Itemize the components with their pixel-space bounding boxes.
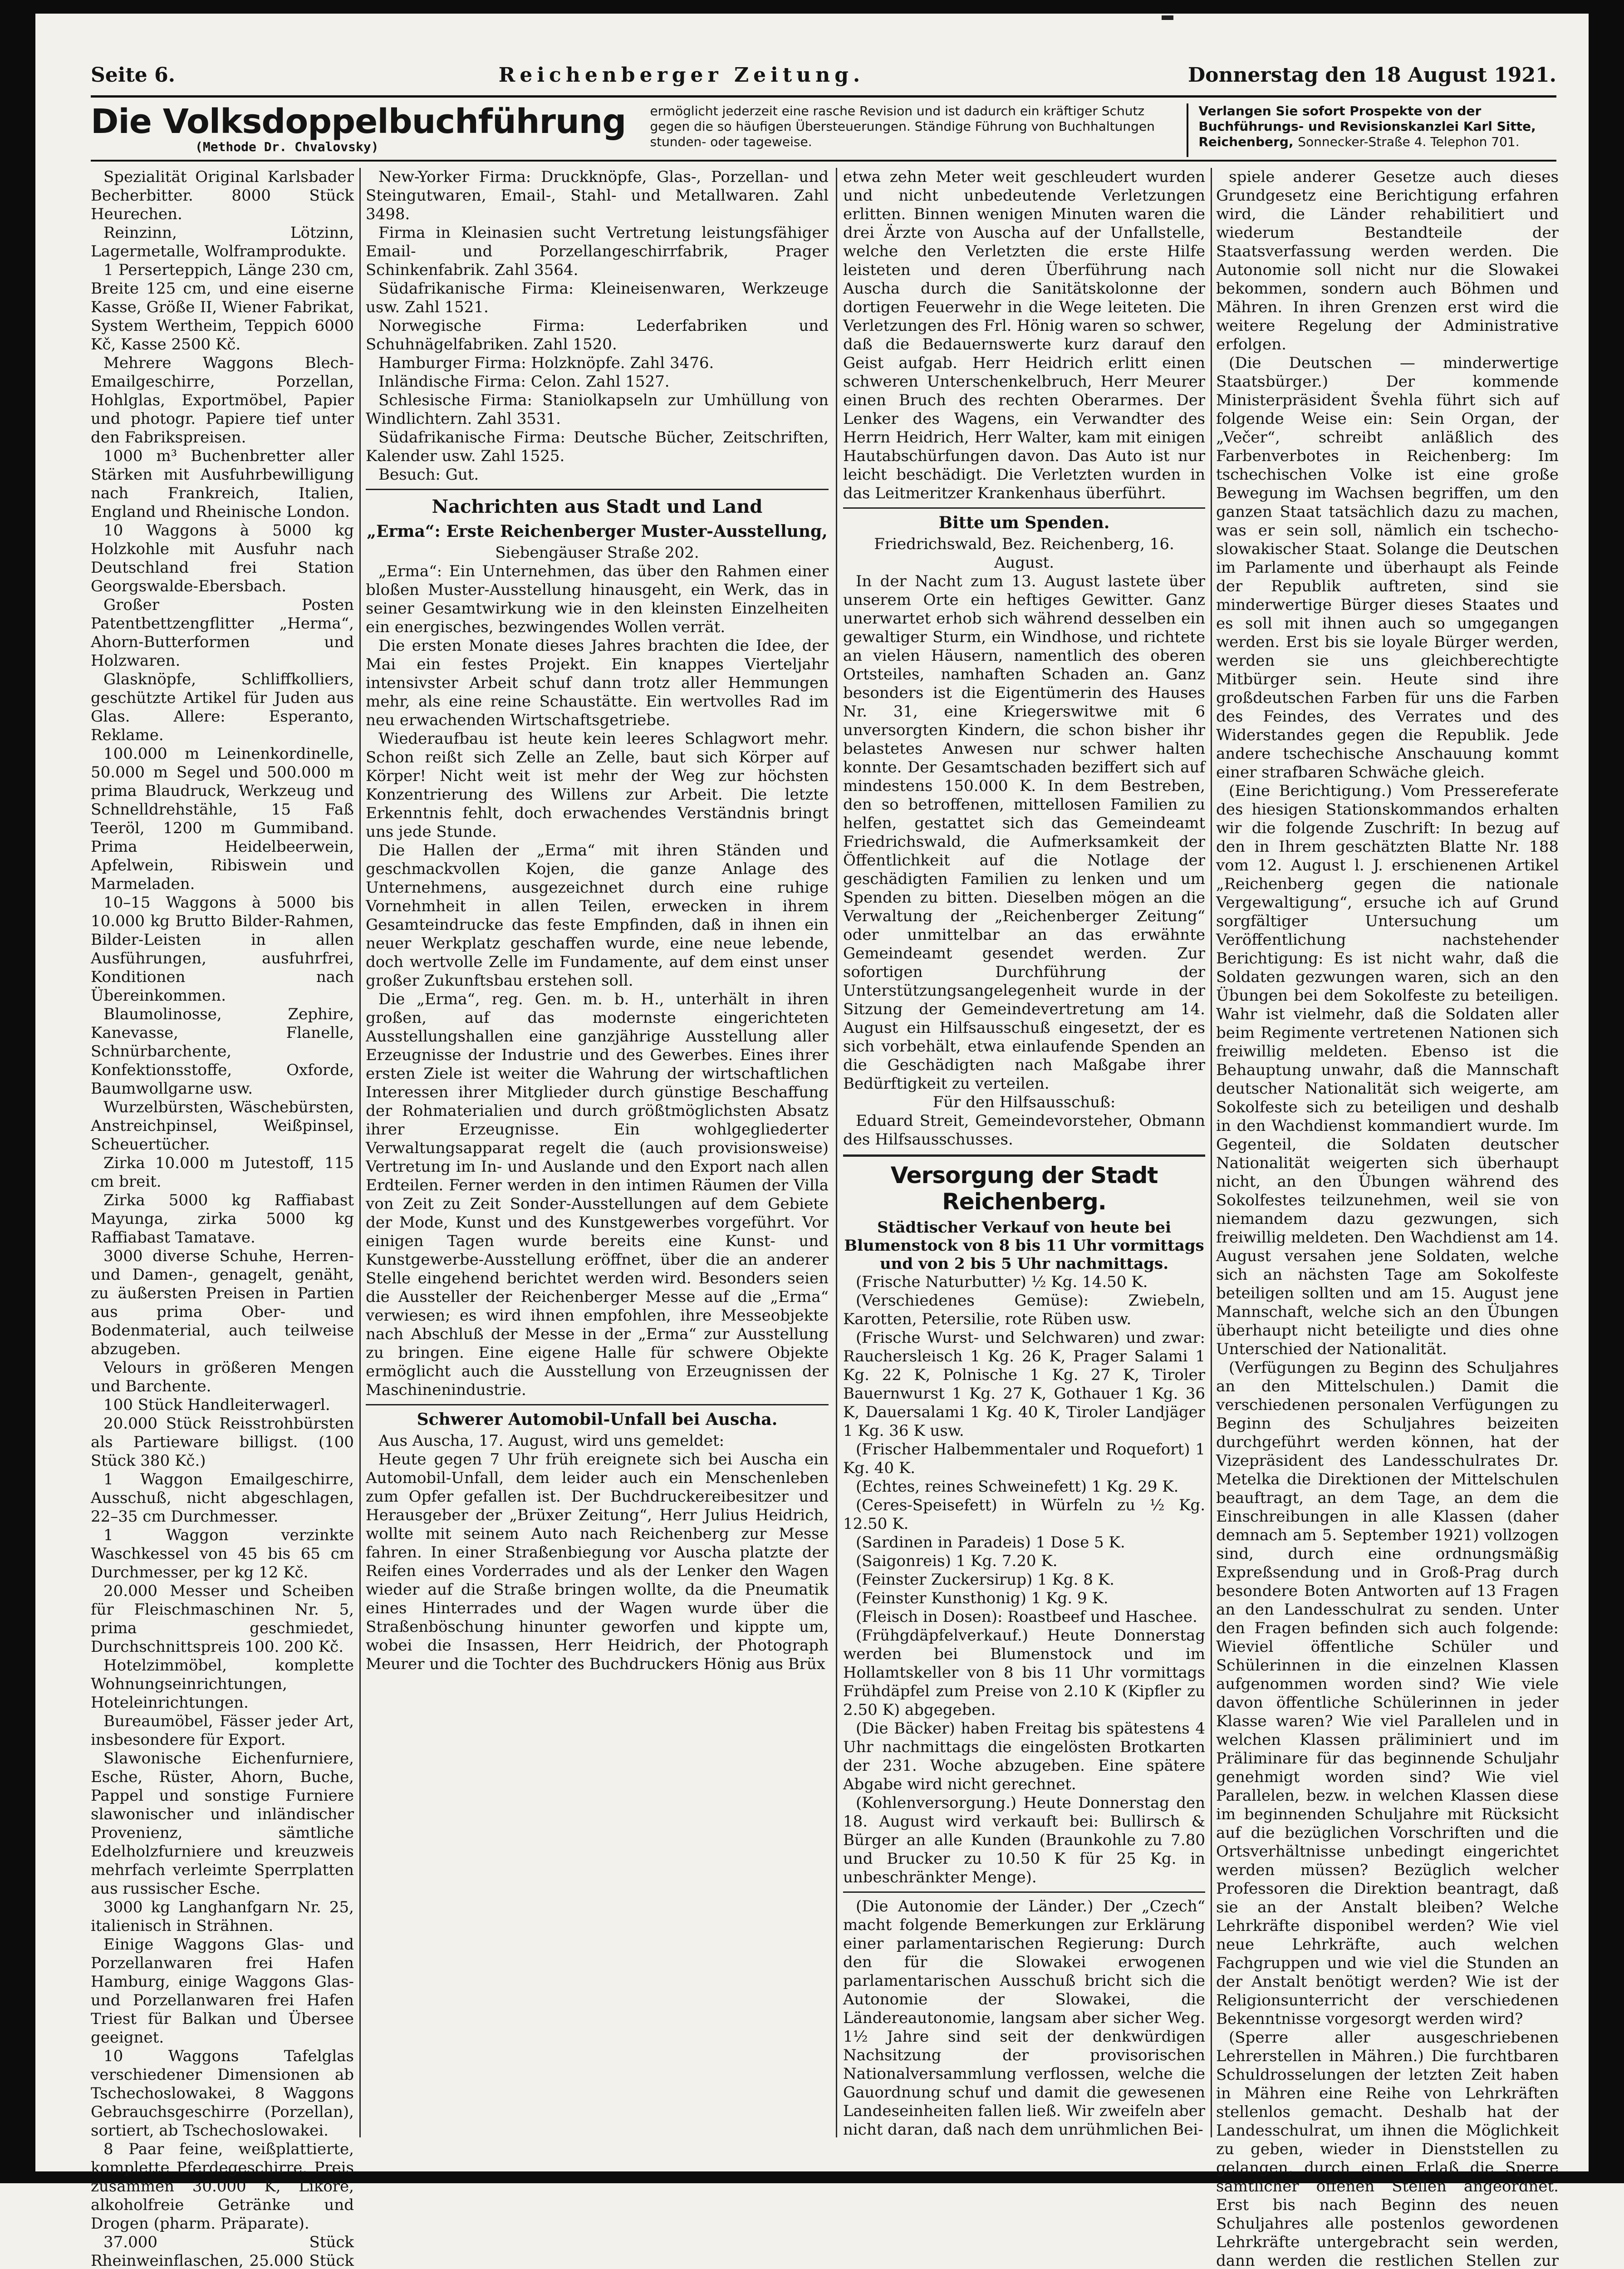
- section-rule: [843, 507, 1205, 509]
- offer-item: Spezialität Original Karlsbader Becherbitter. 8000 Stück Heurechen.: [91, 168, 354, 223]
- newspaper-name: Reichenberger Zeitung.: [498, 63, 865, 87]
- column-1: [91, 168, 354, 2269]
- offer-item: 20.000 Stück Reisstrohbürsten als Partieware billigst. (100 Stück 380 Kč.): [91, 1414, 354, 1470]
- supply-item: (Frische Naturbutter) ½ Kg. 14.50 K.: [856, 1273, 1148, 1291]
- offer-item: Reinzinn, Lötzinn, Lagermetalle, Wolframprodukte.: [91, 224, 354, 260]
- wanted-item: Inländische Firma: Celon. Zahl 1527.: [378, 373, 670, 391]
- supply-item: (Echtes, reines Schweinefett) 1 Kg. 29 K.: [856, 1478, 1179, 1496]
- offer-item: 10 Waggons Tafelglas verschiedener Dimensionen ab Tschechoslowakei, 8 Waggons Gebrauchsgeschirre (Porzellan), sortiert, ab Tschechoslowakei.: [91, 2047, 354, 2140]
- wanted-goods-continued: [366, 168, 829, 484]
- supply-item: (Ceres-Speisefett) in Würfeln zu ½ Kg. 12.50 K.: [843, 1496, 1205, 1533]
- supply-item: (Frühgdäpfelverkauf.) Heute Donnerstag werden bei Blumenstock und im Hollamtskeller von 8 bis 11 Uhr vormittags Frühdäpfel zum Preise von 2.10 K (Kipfler zu 2.50 K) abgegeben.: [843, 1626, 1205, 1719]
- wanted-item: New-Yorker Firma: Druckknöpfe, Glas-, Porzellan- und Steingutwaren, Email-, Stahl- und Metallwaren. Zahl 3498.: [366, 168, 829, 223]
- erma-article: [366, 562, 829, 1400]
- supply-item: (Frischer Halbemmentaler und Roquefort) 1 Kg. 40 K.: [843, 1440, 1205, 1477]
- offer-item: Zirka 10.000 m Jutestoff, 115 cm breit.: [91, 1154, 354, 1191]
- offer-item: 1 Perserteppich, Länge 230 cm, Breite 125 cm, und eine eiserne Kasse, Größe II, Wiener Fabrikat, System Wertheim, Teppich 6000 Kč, Kasse 2500 Kč.: [91, 261, 354, 354]
- header-rule: [91, 95, 1556, 98]
- ad-title-block: [91, 103, 641, 157]
- scan-border-right: [1589, 0, 1624, 2183]
- column-3: [843, 168, 1205, 2139]
- supply-subtitle: Städtischer Verkauf von heute bei Blumenstock von 8 bis 11 Uhr vormittags und von 2 bis 5 Uhr nachmittags.: [844, 1218, 1204, 1273]
- offers-list: [91, 168, 354, 2269]
- column-4-articles: [1216, 168, 1559, 2269]
- offer-item: 20.000 Messer und Scheiben für Fleischmaschinen Nr. 5, prima geschmiedet, Durchschnittspreis 100. 200 Kč.: [91, 1582, 354, 1656]
- article-paragraph: (Die Deutschen — minderwertige Staatsbürger.) Der kommende Ministerpräsident Švehla führt sich auf folgende Weise ein: Sein Organ, der „Večer“, schreibt anläßlich des Farbenverbotes in Reichenberg: Im tschechischen Volke ist eine große Bewegung im Wachsen begriffen, um den ganzen Staat tatsächlich dazu zu machen, was er sein soll, nämlich ein tschecho-slowakischer Staat. Solange die Deutschen im Parlamente und überhaupt als Feinde der Republik auftreten, sind sie minderwertige Bürger dieses Staates und es soll mit ihnen auch so umgegangen werden. Erst bis sie loyale Bürger werden, werden sie uns gleichberechtigte Mitbürger sein. Heute sind ihre großdeutschen Farben für uns die Farben des Feindes, des Verrates und des Widerstandes gegen die Republik. Jede andere tschechische Anschauung kommt einer strafbaren Schwäche gleich.: [1216, 354, 1559, 781]
- donations-dateline: Friedrichswald, Bez. Reichenberg, 16. August.: [874, 535, 1174, 572]
- article-paragraph: spiele anderer Gesetze auch dieses Grundgesetz eine Berichtigung erfahren wird, die Länder rehabilitiert und wiederum Bestandteile der Staatsverfassung werden werden. Die Autonomie soll nicht nur die Slowakei bekommen, sondern auch Böhmen und Mähren. In ihren Grenzen erst wird die weitere Regelung der Administrative erfolgen.: [1216, 168, 1559, 354]
- supply-item: (Feinster Zuckersirup) 1 Kg. 8 K.: [856, 1571, 1114, 1589]
- offer-item: 3000 diverse Schuhe, Herren- und Damen-, genagelt, genäht, zu äußersten Preisen in Partien aus prima Ober- und Bodenmaterial, auch teilweise abzugeben.: [91, 1247, 354, 1358]
- article-paragraph: (Verfügungen zu Beginn des Schuljahres an den Mittelschulen.) Damit die verschiedenen personalen Verfügungen zu Beginn des Schuljahres beizeiten durchgeführt werden können, hat der Vizepräsident des Landesschulrates Dr. Metelka die Direktionen der Mittelschulen beauftragt, an dem Tage, an dem die Einschreibungen in alle Klassen (daher demnach am 5. September 1921) vollzogen sind, durch eine ordnungsmäßig Expreßsendung und in Groß-Prag durch besondere Boten Antworten auf 13 Fragen an den Landesschulrat zu senden. Unter den Fragen befinden sich auch folgende: Wieviel öffentliche Schüler und Schülerinnen in die einzelnen Klassen aufgenommen worden sind? Wie viele davon öffentliche Schülerinnen in jeder Klasse waren? Wie viel Parallelen und in welchen Klassen präliminiert und im Präliminare für das beginnende Schuljahr genehmigt worden sind? Wie viel Parallelen, bezw. in welchen Klassen diese im beginnenden Schuljahre mit Rücksicht auf die bezüglichen Vorschriften und die Ortsverhältnisse unbedingt eingerichtet werden müssen? Bezüglich welcher Professoren die Direktion beantragt, daß sie an der Anstalt bleiben? Welche Lehrkräfte disponibel werden? Wie viel neue Lehrkräfte, auch welchen Fachgruppen und wie viel die Stunden an der Anstalt benötigt werden? Wie ist der Religionsunterricht der verschiedenen Bekenntnisse vorgesorgt werden wird?: [1216, 1359, 1559, 2028]
- ad-subtitle: (Methode Dr. Chvalovsky): [195, 139, 379, 154]
- section-rule: [843, 1891, 1205, 1893]
- column-rule: [359, 168, 361, 2137]
- news-heading: Nachrichten aus Stadt und Land: [432, 496, 763, 517]
- supply-item: (Die Bäcker) haben Freitag bis spätestens 4 Uhr nachmittags die eingelösten Brotkarten der 231. Woche abzugeben. Eine spätere Abgabe wird nicht gerechnet.: [843, 1719, 1205, 1793]
- scan-border-top: [0, 0, 1624, 14]
- article-paragraph: In der Nacht zum 13. August lastete über unserem Orte ein heftiges Gewitter. Ganz unerwartet erhob sich während desselben ein gewaltiger Sturm, ein Windhose, und richtete an vielen Häusern, namentlich des oberen Ortsteiles, namhaften Schaden an. Ganz besonders ist die Eigentümerin des Hauses Nr. 31, eine Kriegerswitwe mit 6 unversorgten Kindern, die schon bisher ihr belastetes Anwesen nur schwer halten konnte. Der Gesamtschaden beziffert sich auf mindestens 150.000 K. In dem Bestreben, den so betroffenen, mittellosen Familien zu helfen, gestattet sich das Gemeindeamt Friedrichswald, die Aufmerksamkeit der Öffentlichkeit auf die Notlage der geschädigten Familien zu lenken und um Spenden zu bitten. Dieselben mögen an die Verwaltung der „Reichenberger Zeitung“ oder unmittelbar an das erwähnte Gemeindeamt gesendet werden. Zur sofortigen Durchführung der Unterstützungsangelegenheit wurde in der Sitzung der Gemeindevertretung am 14. August ein Hilfsausschuß eingesetzt, der es sich vorbehält, etwa einlaufende Spenden an die Geschädigten nach Maßgabe ihrer Bedürftigkeit zu verteilen.: [843, 572, 1205, 1093]
- wanted-item: Südafrikanische Firma: Deutsche Bücher, Zeitschriften, Kalender usw. Zahl 1525.: [366, 428, 829, 465]
- wanted-item: Hamburger Firma: Holzknöpfe. Zahl 3476.: [378, 354, 714, 372]
- offer-item: 1 Waggon Emailgeschirre, Ausschuß, nicht abgeschlagen, 22–35 cm Durchmesser.: [91, 1470, 354, 1526]
- offer-item: 1000 m³ Buchenbretter aller Stärken mit Ausfuhrbewilligung nach Frankreich, Italien, England und Rheinische London.: [91, 447, 354, 521]
- wanted-item: Besuch: Gut.: [378, 466, 479, 484]
- offer-item: Hotelzimmöbel, komplette Wohnungseinrichtungen, Hoteleinrichtungen.: [91, 1656, 354, 1712]
- article-paragraph: Eduard Streit, Gemeindevorsteher, Obmann des Hilfsausschusses.: [843, 1112, 1205, 1149]
- erma-address: Siebengäuser Straße 202.: [495, 544, 699, 562]
- wanted-item: Norwegische Firma: Lederfabriken und Schuhnägelfabriken. Zahl 1520.: [366, 317, 829, 354]
- ad-contact: [1187, 103, 1556, 157]
- autonomy-paragraph: (Die Autonomie der Länder.) Der „Czech“ macht folgende Bemerkungen zur Erklärung einer parlamentarischen Regierung: Durch den für die Slowakei erwogenen parlamentarischen Ausschuß bricht sich die Autonomie der Slowakei, die Ländereautonomie, langsam aber sicher Weg. 1½ Jahre sind seit der denkwürdigen Nachsitzung der provisorischen Nationalversammlung verflossen, welche die Gauordnung schuf und damit die gewesenen Landeseinheiten fallen ließ. Wir zweifeln aber nicht daran, daß nach dem unrühmlichen Bei-: [843, 1897, 1205, 2139]
- wanted-item: Schlesische Firma: Staniolkapseln zur Umhüllung von Windlichtern. Zahl 3531.: [366, 391, 829, 428]
- supply-item: (Sardinen in Paradeis) 1 Dose 5 K.: [856, 1533, 1125, 1552]
- article-paragraph: Wiederaufbau ist heute kein leeres Schlagwort mehr. Schon reißt sich Zelle an Zelle, baut sich Körper auf Körper! Nicht weit ist mehr der Weg zur höchsten Konzentrierung des Willens zur Arbeit. Die letzte Erkenntnis fehlt, doch erwachendes Verständnis bringt uns jede Stunde.: [366, 730, 829, 841]
- article-paragraph: Heute gegen 7 Uhr früh ereignete sich bei Auscha ein Automobil-Unfall, dem leider auch ein Menschenleben zum Opfer gefallen ist. Der Buchdruckereibesitzer und Herausgeber der „Brüxer Zeitung“, Herr Julius Heidrich, wollte mit seinem Auto nach Reichenberg zur Messe fahren. In einer Straßenbiegung vor Auscha platzte der Reifen eines Vorderrades und als der Lenker den Wagen wieder auf die Straße bringen wollte, da die Pneumatik eines Hinterrades und der Wagen wurde über die Straßenböschung hinunter geworfen und kippte um, wobei die Insassen, Herr Heidrich, der Photograph Meurer und die Tochter des Buchdruckers Hönig aus Brüx: [366, 1450, 829, 1673]
- page-number: Seite 6.: [91, 63, 176, 87]
- offer-item: 37.000 Stück Rheinweinflaschen, 25.000 Stück: [91, 2233, 354, 2269]
- article-paragraph: (Sperre aller ausgeschriebenen Lehrerstellen in Mähren.) Die furchtbaren Schuldrosselungen der letzten Zeit haben in Mähren eine Reihe von Lehrkräften stellenlos gemacht. Deshalb hat der Landesschulrat, um ihnen die Möglichkeit zu geben, wieder in Dienststellen zu gelangen, durch einen Erlaß die Sperre sämtlicher offenen Stellen angeordnet. Erst bis nach Beginn des neuen Schuljahres alle postenlos gewordenen Lehrkräfte untergebracht sein werden, dann werden die restlichen Stellen zur: [1216, 2028, 1559, 2269]
- ad-description: ermöglicht jederzeit eine rasche Revision und ist dadurch ein kräftiger Schutz gegen die so häufigen Übersteuerungen. Ständige Führung von Buchhaltungen stunden- oder tageweise.: [650, 103, 1155, 149]
- accident-title: Schwerer Automobil-Unfall bei Auscha.: [417, 1410, 778, 1429]
- donations-article: [843, 572, 1205, 1149]
- ad-title: Die Volksdoppelbuchführung: [91, 102, 626, 141]
- article-paragraph: Aus Auscha, 17. August, wird uns gemeldet:: [378, 1432, 725, 1450]
- supply-title: Versorgung der Stadt Reichenberg.: [890, 1162, 1158, 1215]
- accident-article-continued: [843, 168, 1205, 503]
- supply-item: (Frische Wurst- und Selchwaren) und zwar: Rauchersleisch 1 Kg. 26 K, Prager Salami 1 Kg. 22 K, Polnische 1 Kg. 27 K, Tiroler Bauernwurst 1 Kg. 27 K, Gothauer 1 Kg. 36 K, Dauersalami 1 Kg. 40 K, Tiroler Landjäger 1 Kg. 36 K usw.: [843, 1329, 1205, 1440]
- supply-item: (Verschiedenes Gemüse): Zwiebeln, Karotten, Petersilie, rote Rüben usw.: [843, 1292, 1205, 1328]
- column-4: [1216, 168, 1559, 2269]
- offer-item: 10–15 Waggons à 5000 bis 10.000 kg Brutto Bilder-Rahmen, Bilder-Leisten in allen Ausführungen, ausfuhrfrei, Konditionen nach Übereinkommen.: [91, 894, 354, 1005]
- offer-item: Zirka 5000 kg Raffiabast Mayunga, zirka 5000 kg Raffiabast Tamatave.: [91, 1191, 354, 1247]
- article-paragraph: Die Hallen der „Erma“ mit ihren Ständen und geschmackvollen Kojen, die ganze Anlage des Unternehmens, ausgezeichnet durch eine ruhige Vornehmheit in allen Teilen, erwecken in ihrem Gesamteindrucke das feste Empfinden, daß in ihnen ein neuer Werkplatz geschaffen wurde, eine neue lebende, doch wertvolle Zelle im Fundamente, auf dem einst unser großer Zukunftsbau erstehen soll.: [366, 841, 829, 990]
- ad-contact-bold: Verlangen Sie sofort Prospekte von der Buchführungs- und Revisionskanzlei Karl Sitte, Reichenberg,: [1198, 103, 1536, 149]
- donations-title: Bitte um Spenden.: [938, 513, 1110, 532]
- offer-item: Mehrere Waggons Blech-Emailgeschirre, Porzellan, Hohlglas, Exportmöbel, Papier und photogr. Papiere tief unter den Fabrikspreisen.: [91, 354, 354, 447]
- supply-list: [843, 1273, 1205, 1887]
- supply-item: (Feinster Kunsthonig) 1 Kg. 9 K.: [856, 1589, 1109, 1607]
- offer-item: Einige Waggons Glas- und Porzellanwaren frei Hafen Hamburg, einige Waggons Glas- und Porzellanwaren frei Hafen Triest für Balkan und Übersee geeignet.: [91, 1935, 354, 2047]
- section-rule: [843, 1154, 1205, 1157]
- offer-item: 3000 kg Langhanfgarn Nr. 25, italienisch in Strähnen.: [91, 1898, 354, 1935]
- article-paragraph: (Eine Berichtigung.) Vom Pressereferate des hiesigen Stationskommandos erhalten wir die folgende Zuschrift: In bezug auf den in Ihrem geschätzten Blatte Nr. 188 vom 12. August l. J. erschienenen Artikel „Reichenberg gegen die nationale Vergewaltigung“, ersuche ich auf Grund sorgfältiger Untersuchung um Veröffentlichung nachstehender Berichtigung: Es ist nicht wahr, daß die Soldaten gezwungen waren, sich an den Übungen bei dem Sokolfeste zu beteiligen. Wahr ist vielmehr, daß die Soldaten aller beim Regimente vertretenen Nationen sich freiwillig meldeten. Ebenso ist die Behauptung unwahr, daß die Mannschaft deutscher Nationalität sich weigerte, am Sokolfeste sich zu beteiligen und deshalb in den Wachdienst kommandiert wurde. Im Gegenteil, die Soldaten deutscher Nationalität weigerten sich überhaupt nicht, an den Übungen während des Sokolfestes teilzunehmen, weil sie von niemandem dazu gezwungen, sich freiwillig meldeten. Den Wachdienst am 14. August versahen jene Soldaten, welche sich an nächsten Tage am Sokolfeste beteiligen sollten und am 15. August jene Mannschaft, welche sich an den Übungen überhaupt nicht beteiligte und dies ohne Unterschied der Nationalität.: [1216, 782, 1559, 1358]
- advertisement-banner: [91, 103, 1556, 157]
- column-rule: [1211, 168, 1212, 2137]
- erma-title: „Erma“: Erste Reichenberger Muster-Ausstellung,: [367, 522, 828, 541]
- article-paragraph: Die ersten Monate dieses Jahres brachten die Idee, der Mai ein festes Projekt. Ein knappes Vierteljahr intensivster Arbeit schuf dann trotz aller Hemmungen mehr, als eine reine Schaustätte. Ein wertvolles Rad im neu erwachenden Wirtschaftsgetriebe.: [366, 637, 829, 729]
- offer-item: Blaumolinosse, Zephire, Kanevasse, Flanelle, Schnürbarchente, Konfektionsstoffe, Oxforde, Baumwollgarne usw.: [91, 1005, 354, 1098]
- offer-item: 100 Stück Handleiterwagerl.: [103, 1396, 330, 1414]
- section-rule: [366, 489, 829, 490]
- supply-item: (Saigonreis) 1 Kg. 7.20 K.: [856, 1552, 1058, 1570]
- accident-article: [366, 1432, 829, 1674]
- offer-item: Slawonische Eichenfurniere, Esche, Rüster, Ahorn, Buche, Pappel und sonstige Furniere slawonischer und inländischer Provenienz, sämtliche Edelholzfurniere und kreuzweis mehrfach verleimte Sperrplatten aus russischer Esche.: [91, 1749, 354, 1898]
- ad-rule: [91, 160, 1556, 162]
- scan-border-left: [0, 0, 35, 2183]
- issue-date: Donnerstag den 18 August 1921.: [1187, 63, 1556, 87]
- offer-item: 100.000 m Leinenkordinelle, 50.000 m Segel und 500.000 m prima Blaudruck, Werkzeug und Schnelldrehstähle, 15 Faß Teeröl, 1200 m Gummiband. Prima Heidelbeerwein, Apfelwein, Ribiswein und Marmeladen.: [91, 745, 354, 893]
- article-paragraph: Die „Erma“, reg. Gen. m. b. H., unterhält in ihren großen, auf das modernste eingerichteten Ausstellungshallen eine ganzjährige Ausstellung aller Erzeugnisse der Industrie und des Gewerbes. Eines ihrer ersten Ziele ist weiter die Wahrung der wirtschaftlichen Interessen ihrer Mitglieder durch günstige Beschaffung der Rohmaterialien und durch größtmöglichsten Absatz ihrer Erzeugnisse. Ein wohlgegliederter Verwaltungsapparat regelt die (auch provisionsweise) Vertretung im In- und Auslande und den Export nach allen Erdteilen. Ferner werden in den intimen Räumen der Villa von Zeit zu Zeit Sonder-Ausstellungen auf dem Gebiete der Mode, Kunst und des Kunstgewerbes vorgeführt. Vor einigen Tagen wurde bereits eine Kunst- und Kunstgewerbe-Ausstellung eröffnet, über die an anderer Stelle eingehend berichtet werden wird. Besonders seien die Aussteller der Reichenberger Messe auf die „Erma“ verwiesen; es wird ihnen empfohlen, ihre Messeobjekte nach Abschluß der Messe in der „Erma“ zur Ausstellung zu bringen. Eine eigene Halle für schwere Objekte ermöglicht auch die Ausstellung von Erzeugnissen der Maschinenindustrie.: [366, 990, 829, 1399]
- offer-item: 8 Paar feine, weißplattierte, komplette Pferdegeschirre. Preis zusammen 30.000 K, Liköre, alkoholfreie Getränke und Drogen (pharm. Präparate).: [91, 2140, 354, 2233]
- offer-item: Bureaumöbel, Fässer jeder Art, insbesondere für Export.: [91, 1712, 354, 1749]
- supply-item: (Fleisch in Dosen): Roastbeef und Haschee.: [856, 1608, 1197, 1626]
- offer-item: Glasknöpfe, Schliffkolliers, geschützte Artikel für Juden aus Glas. Allere: Esperanto, Reklame.: [91, 670, 354, 744]
- wanted-item: Firma in Kleinasien sucht Vertretung leistungsfähiger Email- und Porzellangeschirrfabrik, Prager Schinkenfabrik. Zahl 3564.: [366, 224, 829, 279]
- section-rule: [366, 1404, 829, 1405]
- column-rule: [836, 168, 837, 2137]
- scan-mark: [1162, 15, 1173, 20]
- offer-item: Velours in größeren Mengen und Barchente.: [91, 1359, 354, 1395]
- offer-item: 1 Waggon verzinkte Waschkessel von 45 bis 65 cm Durchmesser, per kg 12 Kč.: [91, 1526, 354, 1581]
- ad-contact-address: Sonnecker-Straße 4. Telephon 701.: [1298, 134, 1520, 149]
- page-header: [91, 59, 1556, 91]
- offer-item: Großer Posten Patentbettzengflitter „Herma“, Ahorn-Butterformen und Holzwaren.: [91, 596, 354, 670]
- article-paragraph: etwa zehn Meter weit geschleudert wurden und nicht unbedeutende Verletzungen erlitten. Binnen wenigen Minuten waren die drei Ärzte von Auscha auf der Unfallstelle, welche den Verletzten die erste Hilfe leisteten und deren Überführung nach Auscha durch die Sanitätskolonne der dortigen Feuerwehr in die Wege leiteten. Die Verletzungen des Frl. Hönig waren so schwer, daß die Bedauernswerte kurz darauf den Geist aufgab. Herr Heidrich erlitt einen schweren Unterschenkelbruch, Herr Meurer einen Bruch des rechten Oberarmes. Der Lenker des Wagens, ein Verwandter des Herrn Heidrich, Herr Walter, kam mit einigen Hautabschürfungen davon. Das Auto ist nur leicht beschädigt. Die Verletzten wurden in das Leitmeritzer Krankenhaus überführt.: [843, 168, 1205, 502]
- column-2: [366, 168, 829, 2133]
- offer-item: 10 Waggons à 5000 kg Holzkohle mit Ausfuhr nach Deutschland frei Station Georgswalde-Ebersbach.: [91, 521, 354, 595]
- article-paragraph: „Erma“: Ein Unternehmen, das über den Rahmen einer bloßen Muster-Ausstellung hinausgeht, ein Werk, das in seiner Gesamtwirkung wie in den kleinsten Einzelheiten ein energisches, bezwingendes Wollen verrät.: [366, 562, 829, 636]
- article-paragraph: Für den Hilfsausschuß:: [932, 1093, 1116, 1111]
- offer-item: Wurzelbürsten, Wäschebürsten, Anstreichpinsel, Weißpinsel, Scheuertücher.: [91, 1098, 354, 1154]
- wanted-item: Südafrikanische Firma: Kleineisenwaren, Werkzeuge usw. Zahl 1521.: [366, 280, 829, 316]
- supply-item: (Kohlenversorgung.) Heute Donnerstag den 18. August wird verkauft bei: Bullirsch & Bürger an alle Kunden (Braunkohle zu 7.80 und Brucker zu 10.50 K für 25 Kg. in unbeschränkter Menge).: [843, 1794, 1205, 1886]
